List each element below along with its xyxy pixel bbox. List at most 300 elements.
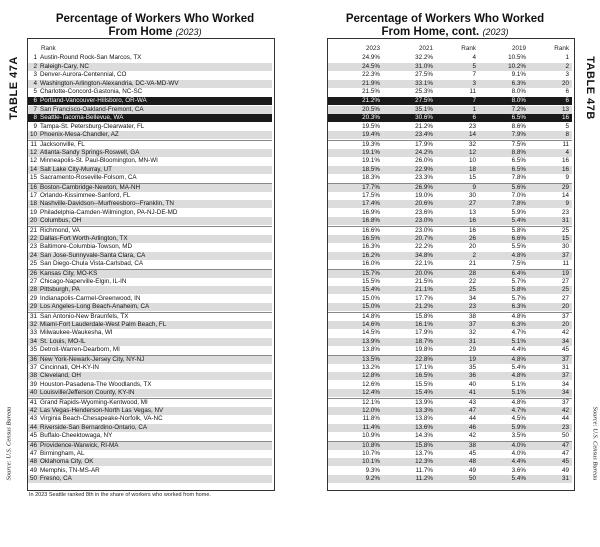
rank-2021-cell: 48 bbox=[468, 458, 476, 466]
pct-2019-cell: 3.6% bbox=[511, 466, 526, 474]
rank-2021-cell: 41 bbox=[468, 389, 476, 397]
rank-2019-cell: 23 bbox=[561, 208, 569, 216]
pct-2021-cell: 20.7% bbox=[415, 234, 433, 242]
pct-2023-cell: 15.5% bbox=[362, 277, 380, 285]
rank-2019-cell: 31 bbox=[561, 217, 569, 225]
pct-2023-cell: 20.3% bbox=[362, 114, 380, 122]
table-row bbox=[328, 458, 572, 466]
rank-2021-cell: 38 bbox=[468, 313, 476, 320]
table-row bbox=[28, 166, 272, 174]
rank-cell: 38 bbox=[29, 372, 37, 380]
pct-2021-cell: 15.4% bbox=[415, 389, 433, 397]
rank-cell: 21 bbox=[29, 227, 37, 234]
pct-2021-cell: 17.9% bbox=[415, 329, 433, 337]
pct-2019-cell: 8.0% bbox=[511, 97, 526, 104]
pct-2023-cell: 12.4% bbox=[362, 389, 380, 397]
rank-2019-cell: 11 bbox=[562, 260, 569, 268]
pct-2023-cell: 12.8% bbox=[362, 372, 380, 380]
metro-cell: Kansas City, MO-KS bbox=[40, 270, 98, 277]
table-row bbox=[328, 149, 572, 157]
pct-2023-cell: 13.2% bbox=[362, 363, 380, 371]
metro-cell: Indianapolis-Carmel-Greenwood, IN bbox=[40, 294, 141, 302]
left-title-year: (2023) bbox=[175, 27, 202, 37]
rank-2019-cell: 42 bbox=[561, 406, 569, 414]
pct-2023-cell: 10.8% bbox=[362, 442, 380, 449]
pct-2021-cell: 31.0% bbox=[415, 62, 433, 70]
rank-2019-cell: 37 bbox=[561, 251, 569, 259]
pct-2019-cell: 4.5% bbox=[511, 415, 526, 423]
pct-2019-cell: 6.6% bbox=[511, 234, 526, 242]
rank-cell: 12 bbox=[29, 157, 37, 165]
rank-cell: 45 bbox=[29, 432, 37, 440]
rank-cell: 50 bbox=[29, 475, 37, 483]
rank-2021-cell: 13 bbox=[468, 208, 476, 216]
table-row bbox=[328, 192, 572, 200]
table-row bbox=[328, 321, 572, 329]
metro-cell: Riverside-San Bernardino-Ontario, CA bbox=[40, 423, 148, 431]
header-2021: 2021 bbox=[418, 45, 433, 52]
table-row bbox=[28, 407, 272, 415]
rank-cell: 25 bbox=[29, 260, 37, 268]
pct-2023-cell: 17.7% bbox=[362, 184, 380, 191]
rank-2019-cell: 11 bbox=[562, 141, 569, 148]
table-row bbox=[28, 174, 272, 182]
metro-cell: San Diego-Chula Vista-Carlsbad, CA bbox=[40, 260, 144, 268]
pct-2019-cell: 4.7% bbox=[511, 406, 526, 414]
pct-2021-cell: 11.2% bbox=[415, 475, 433, 483]
rank-2021-cell: 26 bbox=[468, 234, 476, 242]
rank-2019-cell: 44 bbox=[561, 415, 569, 423]
pct-2021-cell: 22.9% bbox=[415, 165, 433, 173]
pct-2023-cell: 16.3% bbox=[362, 243, 380, 251]
pct-2021-cell: 13.7% bbox=[415, 449, 433, 457]
rank-2021-cell: 6 bbox=[472, 114, 476, 122]
rank-2019-cell: 6 bbox=[565, 97, 569, 104]
rank-2019-cell: 50 bbox=[561, 432, 569, 440]
pct-2021-cell: 15.8% bbox=[415, 313, 433, 320]
pct-2019-cell: 4.8% bbox=[511, 313, 526, 320]
pct-2023-cell: 16.6% bbox=[362, 227, 380, 234]
rank-2021-cell: 28 bbox=[468, 270, 476, 277]
metro-cell: Los Angeles-Long Beach-Anaheim, CA bbox=[40, 303, 150, 311]
table-row bbox=[28, 458, 272, 466]
table-row bbox=[28, 235, 272, 243]
rank-2021-cell: 27 bbox=[468, 200, 476, 208]
table-row bbox=[328, 123, 572, 131]
pct-2019-cell: 4.8% bbox=[511, 356, 526, 363]
rank-2021-cell: 36 bbox=[468, 372, 476, 380]
metro-cell: Richmond, VA bbox=[40, 227, 80, 234]
metro-cell: Buffalo-Cheektowaga, NY bbox=[40, 432, 113, 440]
rank-2021-cell: 16 bbox=[468, 227, 476, 234]
header-rank-2021: Rank bbox=[461, 45, 476, 52]
right-title bbox=[320, 13, 570, 39]
rank-2019-cell: 9 bbox=[565, 200, 569, 208]
pct-2023-cell: 14.8% bbox=[362, 313, 380, 320]
rank-2019-cell: 1 bbox=[565, 54, 569, 61]
pct-2019-cell: 6.3% bbox=[511, 79, 526, 87]
pct-2021-cell: 20.6% bbox=[415, 200, 433, 208]
table-row bbox=[28, 467, 272, 475]
rank-2019-cell: 34 bbox=[561, 380, 569, 388]
metro-cell: San Francisco-Oakland-Fremont, CA bbox=[40, 105, 144, 113]
table-row bbox=[28, 114, 272, 122]
pct-2023-cell: 13.8% bbox=[362, 346, 380, 354]
table-row bbox=[328, 389, 572, 397]
rank-cell: 29 bbox=[29, 294, 37, 302]
rank-2019-cell: 27 bbox=[561, 277, 569, 285]
pct-2021-cell: 16.5% bbox=[415, 372, 433, 380]
rank-2019-cell: 16 bbox=[561, 114, 569, 122]
pct-2023-cell: 18.3% bbox=[362, 174, 380, 182]
rank-cell: 10 bbox=[29, 131, 37, 139]
table-row bbox=[328, 71, 572, 79]
metro-cell: Baltimore-Columbia-Towson, MD bbox=[40, 243, 133, 251]
table-row bbox=[328, 346, 572, 354]
metro-cell: San Jose-Sunnyvale-Santa Clara, CA bbox=[40, 251, 146, 259]
rank-2021-cell: 15 bbox=[468, 174, 476, 182]
rank-2021-cell: 47 bbox=[468, 406, 476, 414]
table-row bbox=[328, 407, 572, 415]
rank-2019-cell: 13 bbox=[561, 105, 569, 113]
rank-2019-cell: 27 bbox=[561, 294, 569, 302]
table-row bbox=[28, 424, 272, 432]
rank-cell: 15 bbox=[29, 174, 37, 182]
rank-cell: 9 bbox=[33, 122, 37, 130]
table-row bbox=[28, 338, 272, 346]
metro-cell: Austin-Round Rock-San Marcos, TX bbox=[40, 54, 142, 61]
rank-2019-cell: 9 bbox=[565, 174, 569, 182]
table-row bbox=[28, 149, 272, 157]
table-row bbox=[28, 278, 272, 286]
rank-2021-cell: 40 bbox=[468, 380, 476, 388]
pct-2019-cell: 6.3% bbox=[511, 320, 526, 328]
table-row bbox=[28, 131, 272, 139]
table-row bbox=[328, 54, 572, 62]
table-row bbox=[328, 415, 572, 423]
table-47b-label: TABLE 47B bbox=[583, 56, 596, 120]
metro-cell: Nashville-Davidson--Murfreesboro--Franklin, TN bbox=[40, 200, 174, 208]
table-row bbox=[328, 88, 572, 96]
table-row bbox=[28, 71, 272, 79]
rank-2019-cell: 37 bbox=[561, 372, 569, 380]
source-right: Source: U.S. Census Bureau bbox=[591, 406, 599, 481]
pct-2019-cell: 5.9% bbox=[511, 423, 526, 431]
rank-cell: 28 bbox=[29, 286, 37, 294]
rank-cell: 36 bbox=[29, 356, 37, 363]
rank-cell: 27 bbox=[29, 277, 37, 285]
metro-cell: Salt Lake City-Murray, UT bbox=[40, 165, 112, 173]
pct-2019-cell: 4.4% bbox=[511, 346, 526, 354]
metro-cell: Miami-Fort Lauderdale-West Palm Beach, FL bbox=[40, 320, 167, 328]
table-row bbox=[28, 80, 272, 88]
rank-2019-cell: 34 bbox=[561, 337, 569, 345]
rank-2021-cell: 19 bbox=[468, 356, 476, 363]
table-47a-label: TABLE 47A bbox=[7, 56, 20, 120]
table-row bbox=[328, 424, 572, 432]
pct-2023-cell: 24.5% bbox=[362, 62, 380, 70]
rank-2021-cell: 7 bbox=[472, 97, 476, 104]
metro-cell: Chicago-Naperville-Elgin, IL-IN bbox=[40, 277, 127, 285]
pct-2023-cell: 13.9% bbox=[362, 337, 380, 345]
rank-2021-cell: 31 bbox=[468, 337, 476, 345]
rank-2021-cell: 23 bbox=[468, 303, 476, 311]
table-row bbox=[28, 252, 272, 260]
rank-2021-cell: 43 bbox=[468, 399, 476, 406]
table-row bbox=[328, 450, 572, 458]
rank-cell: 32 bbox=[29, 320, 37, 328]
pct-2019-cell: 5.8% bbox=[511, 227, 526, 234]
rank-cell: 11 bbox=[30, 141, 37, 148]
pct-2023-cell: 21.2% bbox=[362, 97, 380, 104]
pct-2019-cell: 7.5% bbox=[511, 260, 526, 268]
metro-cell: Columbus, OH bbox=[40, 217, 82, 225]
pct-2023-cell: 11.4% bbox=[362, 423, 380, 431]
pct-2021-cell: 23.0% bbox=[415, 227, 433, 234]
pct-2021-cell: 20.0% bbox=[415, 270, 433, 277]
rank-2019-cell: 19 bbox=[561, 270, 569, 277]
pct-2019-cell: 5.4% bbox=[511, 475, 526, 483]
pct-2019-cell: 8.0% bbox=[511, 88, 526, 96]
table-row bbox=[28, 372, 272, 380]
rank-cell: 7 bbox=[33, 105, 37, 113]
metro-cell: Portland-Vancouver-Hillsboro, OR-WA bbox=[40, 97, 147, 104]
pct-2023-cell: 21.5% bbox=[362, 88, 380, 96]
pct-2023-cell: 18.5% bbox=[362, 165, 380, 173]
rank-2019-cell: 16 bbox=[561, 165, 569, 173]
rank-2019-cell: 49 bbox=[561, 466, 569, 474]
pct-2019-cell: 5.6% bbox=[511, 184, 526, 191]
header-2019: 2019 bbox=[511, 45, 526, 52]
pct-2021-cell: 12.3% bbox=[415, 458, 433, 466]
pct-2019-cell: 4.8% bbox=[511, 372, 526, 380]
metro-cell: Pittsburgh, PA bbox=[40, 286, 80, 294]
table-row bbox=[28, 381, 272, 389]
pct-2021-cell: 21.2% bbox=[415, 303, 433, 311]
pct-2019-cell: 4.0% bbox=[511, 449, 526, 457]
pct-2019-cell: 5.1% bbox=[511, 337, 526, 345]
pct-2019-cell: 7.2% bbox=[511, 105, 526, 113]
pct-2023-cell: 9.3% bbox=[365, 466, 380, 474]
rank-2019-cell: 14 bbox=[561, 191, 569, 199]
table-row bbox=[328, 475, 572, 483]
table-row bbox=[28, 432, 272, 440]
pct-2021-cell: 13.9% bbox=[415, 399, 433, 406]
pct-2023-cell: 21.9% bbox=[362, 79, 380, 87]
table-row bbox=[28, 260, 272, 268]
metro-cell: Oklahoma City, OK bbox=[40, 458, 94, 466]
table-row bbox=[28, 243, 272, 251]
pct-2023-cell: 19.5% bbox=[362, 122, 380, 130]
pct-2019-cell: 6.5% bbox=[511, 157, 526, 165]
pct-2021-cell: 11.7% bbox=[415, 466, 433, 474]
metro-cell: Grand Rapids-Wyoming-Kentwood, MI bbox=[40, 399, 148, 406]
rank-cell: 17 bbox=[29, 191, 37, 199]
table-row bbox=[28, 415, 272, 423]
pct-2019-cell: 7.9% bbox=[511, 131, 526, 139]
table-row bbox=[28, 329, 272, 337]
rank-2019-cell: 31 bbox=[561, 475, 569, 483]
table-row bbox=[28, 286, 272, 294]
rank-cell: 46 bbox=[29, 442, 37, 449]
pct-2023-cell: 10.1% bbox=[362, 458, 380, 466]
table-row bbox=[328, 63, 572, 71]
rank-2019-cell: 25 bbox=[561, 286, 569, 294]
table-row bbox=[28, 157, 272, 165]
metro-cell: New York-Newark-Jersey City, NY-NJ bbox=[40, 356, 145, 363]
metro-cell: Milwaukee-Waukesha, WI bbox=[40, 329, 113, 337]
table-row bbox=[328, 157, 572, 165]
table-row bbox=[28, 450, 272, 458]
rank-cell: 3 bbox=[33, 71, 37, 79]
metro-cell: Birmingham, AL bbox=[40, 449, 85, 457]
rank-cell: 48 bbox=[29, 458, 37, 466]
pct-2019-cell: 5.1% bbox=[511, 380, 526, 388]
rank-2019-cell: 37 bbox=[561, 313, 569, 320]
rank-cell: 18 bbox=[29, 200, 37, 208]
pct-2023-cell: 12.6% bbox=[362, 380, 380, 388]
rank-cell: 1 bbox=[33, 54, 37, 61]
rank-2019-cell: 47 bbox=[561, 449, 569, 457]
metro-cell: Boston-Cambridge-Newton, MA-NH bbox=[40, 184, 141, 191]
metro-cell: Raleigh-Cary, NC bbox=[40, 62, 89, 70]
pct-2021-cell: 30.6% bbox=[415, 114, 433, 122]
left-header-rank: Rank bbox=[41, 45, 56, 52]
metro-cell: Cleveland, OH bbox=[40, 372, 81, 380]
rank-cell: 43 bbox=[29, 415, 37, 423]
pct-2021-cell: 17.9% bbox=[415, 141, 433, 148]
pct-2019-cell: 5.9% bbox=[511, 208, 526, 216]
pct-2021-cell: 19.0% bbox=[415, 191, 433, 199]
rank-cell: 16 bbox=[29, 184, 37, 191]
rank-cell: 5 bbox=[33, 88, 37, 96]
header-2023: 2023 bbox=[365, 45, 380, 52]
rank-2021-cell: 16 bbox=[468, 217, 476, 225]
rank-2021-cell: 38 bbox=[468, 442, 476, 449]
pct-2021-cell: 13.8% bbox=[415, 415, 433, 423]
rank-cell: 4 bbox=[33, 79, 37, 87]
pct-2023-cell: 20.5% bbox=[362, 105, 380, 113]
rank-2019-cell: 5 bbox=[565, 122, 569, 130]
rank-cell: 12 bbox=[29, 148, 37, 156]
table-row bbox=[328, 243, 572, 251]
pct-2021-cell: 33.1% bbox=[415, 79, 433, 87]
table-row bbox=[328, 174, 572, 182]
table-row bbox=[328, 114, 572, 122]
table-row bbox=[28, 106, 272, 114]
rank-2019-cell: 23 bbox=[561, 423, 569, 431]
rank-2021-cell: 1 bbox=[472, 105, 476, 113]
left-title-line1: Percentage of Workers Who Worked bbox=[55, 13, 255, 25]
pct-2023-cell: 16.2% bbox=[362, 251, 380, 259]
metro-cell: Atlanta-Sandy Springs-Roswell, GA bbox=[40, 148, 140, 156]
pct-2023-cell: 16.0% bbox=[362, 260, 380, 268]
rank-cell: 42 bbox=[29, 406, 37, 414]
metro-cell: St. Louis, MO-IL bbox=[40, 337, 86, 345]
pct-2019-cell: 4.7% bbox=[511, 329, 526, 337]
pct-2021-cell: 22.8% bbox=[415, 356, 433, 363]
table-row bbox=[28, 63, 272, 71]
table-row bbox=[328, 131, 572, 139]
rank-2019-cell: 20 bbox=[561, 320, 569, 328]
rank-cell: 22 bbox=[29, 234, 37, 242]
pct-2023-cell: 15.0% bbox=[362, 303, 380, 311]
pct-2019-cell: 7.8% bbox=[511, 174, 526, 182]
rank-cell: 31 bbox=[29, 313, 37, 320]
table-row bbox=[328, 97, 572, 105]
rank-2019-cell: 31 bbox=[561, 363, 569, 371]
pct-2019-cell: 8.6% bbox=[511, 122, 526, 130]
rank-2019-cell: 3 bbox=[565, 71, 569, 79]
pct-2019-cell: 5.4% bbox=[511, 217, 526, 225]
pct-2021-cell: 19.8% bbox=[415, 346, 433, 354]
rank-2021-cell: 42 bbox=[468, 432, 476, 440]
rank-cell: 33 bbox=[29, 329, 37, 337]
table-row bbox=[328, 303, 572, 311]
table-row bbox=[328, 381, 572, 389]
metro-cell: Memphis, TN-MS-AR bbox=[40, 466, 100, 474]
pct-2021-cell: 23.6% bbox=[415, 208, 433, 216]
left-title bbox=[30, 13, 280, 39]
pct-2021-cell: 25.3% bbox=[415, 88, 433, 96]
right-title-line2: From Home, cont. bbox=[381, 26, 480, 38]
source-left: Source: U.S. Census Bureau bbox=[5, 406, 13, 481]
metro-cell: Dallas-Fort Worth-Arlington, TX bbox=[40, 234, 128, 242]
rank-2021-cell: 25 bbox=[468, 286, 476, 294]
pct-2021-cell: 26.9% bbox=[415, 184, 433, 191]
table-row bbox=[28, 123, 272, 131]
pct-2019-cell: 7.5% bbox=[511, 141, 526, 148]
rank-2021-cell: 32 bbox=[468, 141, 476, 148]
pct-2019-cell: 5.7% bbox=[511, 277, 526, 285]
pct-2023-cell: 17.5% bbox=[362, 191, 380, 199]
rank-cell: 23 bbox=[29, 243, 37, 251]
rank-2021-cell: 14 bbox=[468, 131, 476, 139]
rank-2021-cell: 10 bbox=[468, 157, 476, 165]
table-row bbox=[28, 217, 272, 225]
rank-2019-cell: 2 bbox=[565, 62, 569, 70]
table-row bbox=[28, 209, 272, 217]
pct-2023-cell: 13.5% bbox=[362, 356, 380, 363]
pct-2021-cell: 34.8% bbox=[415, 251, 433, 259]
pct-2019-cell: 8.8% bbox=[511, 148, 526, 156]
pct-2021-cell: 13.3% bbox=[415, 406, 433, 414]
metro-cell: San Antonio-New Braunfels, TX bbox=[40, 313, 129, 320]
pct-2023-cell: 15.0% bbox=[362, 294, 380, 302]
table-row bbox=[328, 278, 572, 286]
right-title-year: (2023) bbox=[482, 27, 509, 37]
rank-2021-cell: 23 bbox=[468, 122, 476, 130]
metro-cell: Sacramento-Roseville-Folsom, CA bbox=[40, 174, 137, 182]
rank-cell: 34 bbox=[29, 337, 37, 345]
table-row bbox=[28, 200, 272, 208]
pct-2019-cell: 7.8% bbox=[511, 200, 526, 208]
pct-2019-cell: 5.8% bbox=[511, 286, 526, 294]
table-row bbox=[28, 54, 272, 62]
metro-cell: Jacksonville, FL bbox=[40, 141, 85, 148]
metro-cell: Charlotte-Concord-Gastonia, NC-SC bbox=[40, 88, 143, 96]
rank-2021-cell: 37 bbox=[468, 320, 476, 328]
table-row bbox=[328, 252, 572, 260]
pct-2023-cell: 17.4% bbox=[362, 200, 380, 208]
rank-2021-cell: 34 bbox=[468, 294, 476, 302]
table-row bbox=[328, 467, 572, 475]
pct-2021-cell: 26.0% bbox=[415, 157, 433, 165]
pct-2019-cell: 5.1% bbox=[511, 389, 526, 397]
table-row bbox=[28, 321, 272, 329]
pct-2021-cell: 17.1% bbox=[415, 363, 433, 371]
table-row bbox=[328, 235, 572, 243]
